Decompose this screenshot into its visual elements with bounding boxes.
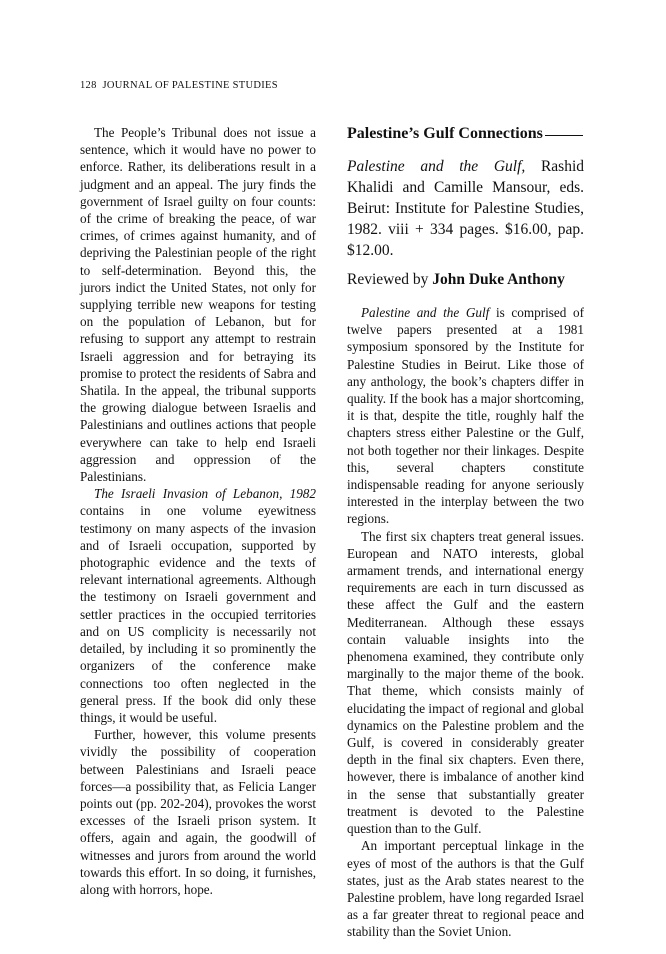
right-paragraph-3-text: An important perceptual linkage in the eyes of most of the authors is that the Gulf states, just as the Arab states nearest to the Palestine problem, have long regarded Israel as a far greater threat to regional peace and stability than the Soviet Union. [347, 838, 584, 940]
reviewer-line [347, 269, 584, 290]
reviewed-by-label: Reviewed by [347, 271, 433, 288]
left-paragraph-3 [80, 726, 316, 898]
running-head [80, 80, 278, 91]
right-column [347, 124, 584, 941]
left-paragraph-1-text: The People’s Tribunal does not issue a sentence, which it would have no power to enforce. Rather, its deliberations result in a judgment and an appeal. The jury finds the government of Israel guilty on four counts: of the crime of breaking the peace, of war crimes, of crimes against humanity, and of depriving the Palestinian people of the right to self-determination. Beyond this, the jurors indict the United States, not only for supplying terrible new weapons for testing on the population of Lebanon, but for refusing to support any attempt to restrain Israeli aggression and for betraying its promise to protect the residents of Sabra and Shatila. In the appeal, the tribunal supports the growing dialogue between Israelis and Palestinians and outlines actions that people everywhere can take to help end Israeli aggression and oppression of the Palestinians. [80, 125, 316, 485]
reviewer-name: John Duke Anthony [432, 271, 565, 288]
right-paragraph-1-italic: Palestine and the Gulf [361, 305, 490, 320]
left-paragraph-2 [80, 485, 316, 726]
review-title [347, 124, 584, 144]
page-number: 128 [80, 80, 97, 91]
left-paragraph-3-text: Further, however, this volume presents vividly the possibility of cooperation between Palestinians and Israeli peace forces—a possibility that, as Felicia Langer points out (pp. 202-204), provokes the worst excesses of the Israeli prison system. It offers, again and again, the goodwill of witnesses and jurors from around the world towards this effort. In so doing, it furnishes, along with horrors, hope. [80, 727, 316, 897]
left-column [80, 124, 316, 898]
title-rule [545, 135, 583, 136]
left-paragraph-2-italic: The Israeli Invasion of Lebanon, 1982 [94, 486, 316, 502]
right-paragraph-1 [347, 304, 584, 528]
right-paragraph-3 [347, 837, 584, 940]
journal-title: JOURNAL OF PALESTINE STUDIES [102, 80, 278, 91]
left-paragraph-1 [80, 124, 316, 485]
left-paragraph-2-text: contains in one volume eyewitness testimony on many aspects of the invasion and of Israeli occupation, supported by photographic evidence and the texts of relevant international agreements. Although the testimony on Israeli government and settler practices in the occupied territories and on US complicity is necessarily not detailed, by including it so prominently the organizers of the conference make connections too often neglected in the general press. If the book did only these things, it would be useful. [80, 503, 316, 725]
book-citation [347, 156, 584, 261]
right-paragraph-2-text: The first six chapters treat general issues. European and NATO interests, global armament trends, and international energy requirements are each in turn discussed as these affect the Gulf and the eastern Mediterranean. Although these essays contain valuable insights into the phenomena examined, they contribute only marginally to the major theme of the book. That theme, which consists mainly of elucidating the impact of regional and global dynamics on the Palestine problem and the Gulf, is covered in considerably greater depth in the final six chapters. Even there, however, there is imbalance of another kind in the sense that substantially greater treatment is devoted to the Palestine question than to the Gulf. [347, 528, 584, 837]
citation-details: Rashid Khalidi and Camille Mansour, eds. Beirut: Institute for Palestine Studies, 1982. viii + 334 pages. $16.00, pap. $12.00. [347, 158, 584, 259]
review-title-text: Palestine’s Gulf Connections [347, 125, 543, 142]
citation-book-title: Palestine and the Gulf, [347, 158, 526, 175]
right-paragraph-2 [347, 528, 584, 838]
right-paragraph-1-text: is comprised of twelve papers presented at a 1981 symposium sponsored by the Institute for Palestine Studies in Beirut. Like those of any anthology, the book’s chapters differ in quality. If the book has a major shortcoming, it is that, despite the title, roughly half the chapters stress either Palestine or the Gulf, not both together nor their linkages. Despite this, several chapters constitute indispensable reading for anyone seriously interested in the interplay between the two regions. [347, 305, 584, 527]
